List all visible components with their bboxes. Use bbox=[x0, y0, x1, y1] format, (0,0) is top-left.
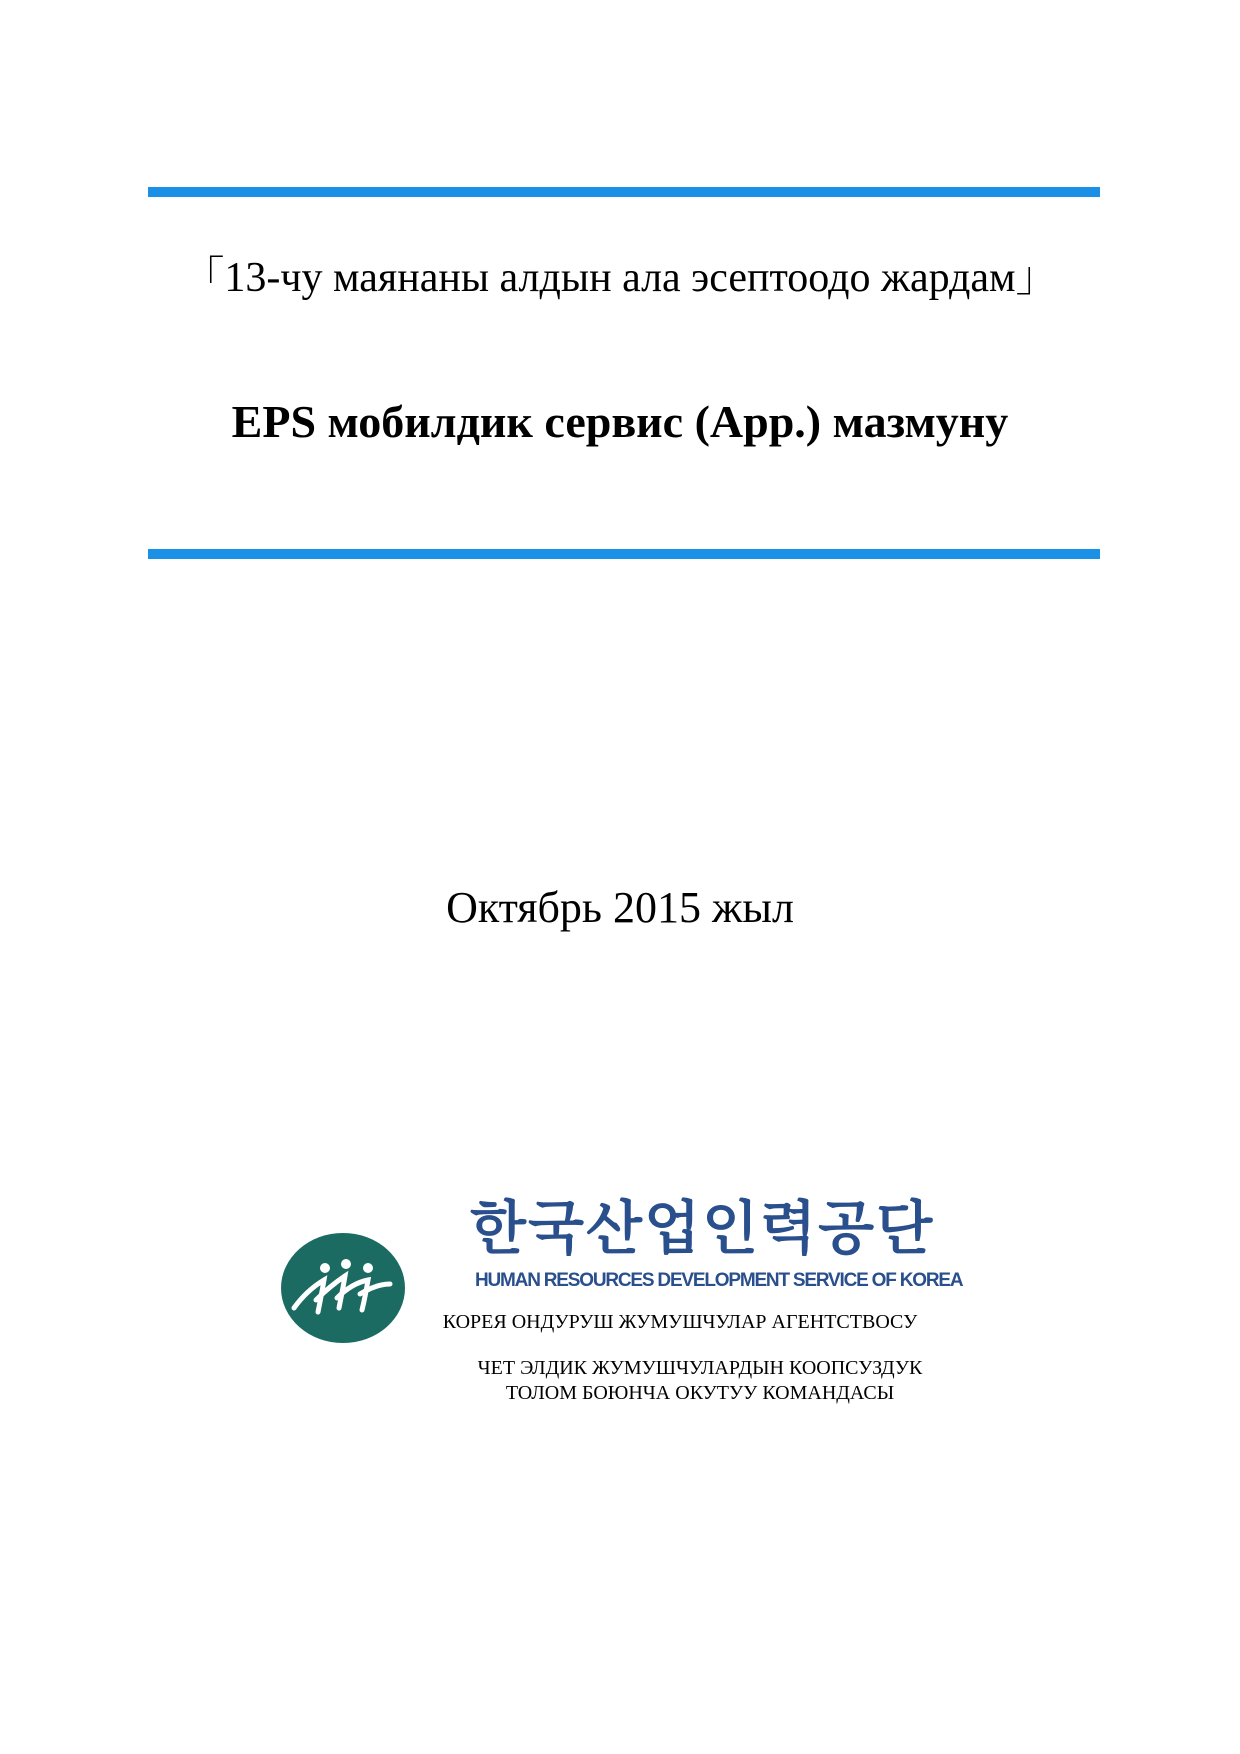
document-subtitle: 「13-чу маянаны алдын ала эсептоодо жардам」 bbox=[182, 255, 1058, 301]
document-date: Октябрь 2015 жыл bbox=[446, 883, 794, 932]
organization-team-line-1: ЧЕТ ЭЛДИК ЖУМУШЧУЛАРДЫН КООПСУЗДУК bbox=[477, 1357, 923, 1379]
organization-korean-name: 한국산업인력공단 bbox=[470, 1194, 935, 1262]
organization-english-name: HUMAN RESOURCES DEVELOPMENT SERVICE OF KOREA bbox=[475, 1270, 963, 1291]
document-title: EPS мобилдик сервис (App.) мазмуну bbox=[231, 396, 1009, 447]
bottom-blue-rule bbox=[148, 549, 1100, 559]
organization-agency-name: КОРЕЯ ОНДУРУШ ЖУМУШЧУЛАР АГЕНТСТВОСУ bbox=[442, 1311, 918, 1333]
hrd-korea-emblem-icon bbox=[280, 1232, 406, 1344]
top-blue-rule bbox=[148, 187, 1100, 197]
organization-team-line-2: ТОЛОМ БОЮНЧА ОКУТУУ КОМАНДАСЫ bbox=[505, 1382, 895, 1404]
